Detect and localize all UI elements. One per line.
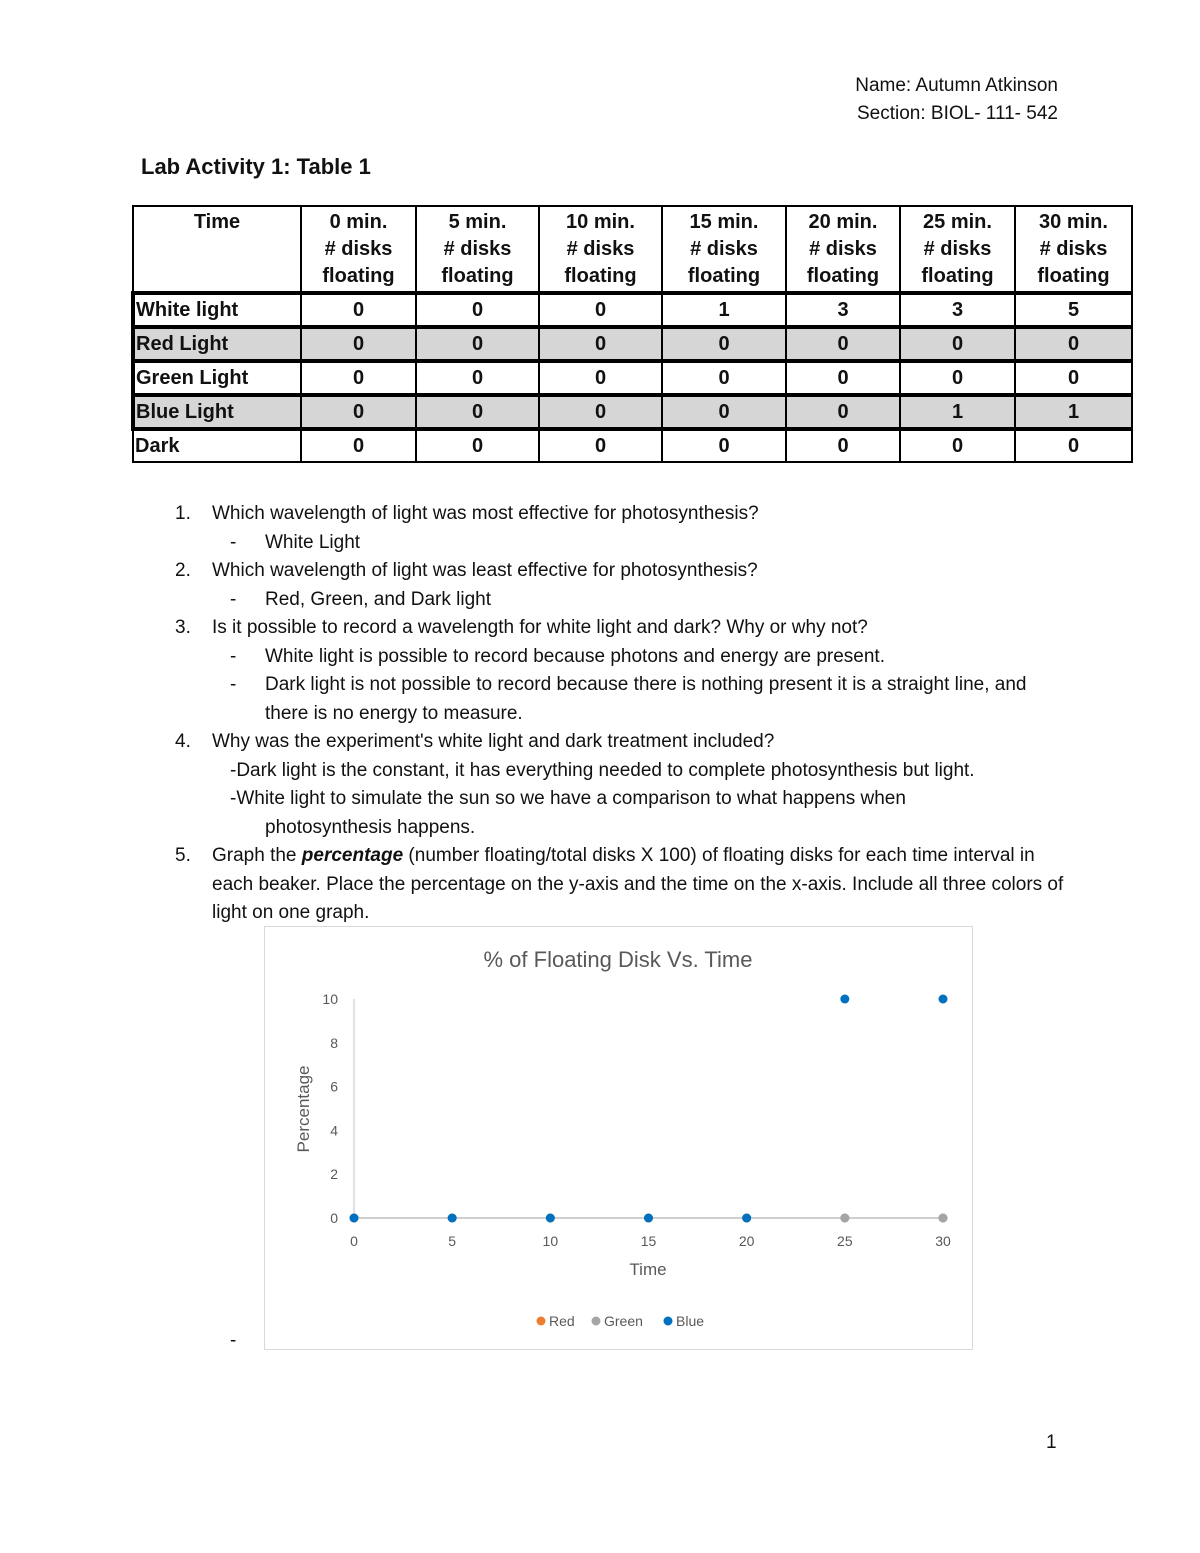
table-cell: 1	[1015, 395, 1132, 429]
legend-label: Green	[604, 1313, 643, 1329]
column-header	[416, 206, 539, 293]
student-info	[855, 72, 1058, 128]
table-cell: 0	[301, 293, 416, 327]
question-emphasis: percentage	[301, 845, 404, 866]
column-header-line: 15 min.	[689, 211, 759, 233]
data-point-blue	[840, 995, 849, 1004]
column-header-line: floating	[806, 265, 880, 287]
table-cell: 0	[416, 361, 539, 395]
table-cell: 0	[786, 395, 900, 429]
data-point-blue	[742, 1214, 751, 1223]
question-list	[170, 500, 1070, 928]
legend-label: Blue	[676, 1313, 705, 1329]
answer-item	[170, 586, 1070, 615]
row-label: White light	[133, 293, 301, 327]
answer-text: Dark light is not possible to record because there is nothing present it is a straight line, and there is no energy to measure.	[265, 674, 1027, 724]
table-title: Lab Activity 1: Table 1	[141, 154, 371, 179]
table-cell: 0	[301, 395, 416, 429]
column-header	[900, 206, 1015, 293]
question-item	[170, 842, 1070, 928]
x-tick-label: 25	[837, 1233, 853, 1249]
answer-text: Red, Green, and Dark light	[265, 588, 492, 610]
answer-text: White Light	[265, 531, 361, 553]
table-cell: 3	[786, 293, 900, 327]
row-label: Green Light	[133, 361, 301, 395]
answer-item	[170, 643, 1070, 672]
y-tick-label: 6	[330, 1078, 338, 1095]
table-cell: 0	[662, 429, 786, 462]
legend-marker-blue	[664, 1317, 673, 1326]
column-header-line: floating	[322, 265, 395, 287]
y-axis-label: Percentage	[294, 1065, 313, 1153]
table-cell: 0	[416, 395, 539, 429]
column-header	[662, 206, 786, 293]
x-tick-label: 10	[542, 1233, 559, 1249]
question-number: 3.	[175, 617, 191, 638]
column-header-line: 20 min.	[808, 211, 878, 233]
column-header	[786, 206, 900, 293]
table-cell: 0	[900, 361, 1015, 395]
student-name: Name: Autumn Atkinson	[855, 75, 1058, 96]
column-header-line: # disks	[1039, 238, 1108, 260]
x-tick-label: 20	[738, 1233, 755, 1249]
question-item	[170, 728, 1070, 757]
table-cell: 0	[416, 429, 539, 462]
table-cell: 0	[662, 361, 786, 395]
data-point-blue	[448, 1214, 457, 1223]
column-header-line: floating	[687, 265, 761, 287]
table-cell: 0	[786, 429, 900, 462]
data-point-green	[840, 1214, 849, 1223]
table-cell: 0	[1015, 429, 1132, 462]
table-row	[133, 429, 1132, 462]
column-header-line: 5 min.	[448, 211, 507, 233]
column-header-line: 30 min.	[1039, 211, 1108, 233]
table-cell: 0	[539, 293, 662, 327]
answer-dash: -	[230, 531, 237, 553]
question-item	[170, 500, 1070, 529]
table-cell: 0	[539, 395, 662, 429]
table-cell: 0	[301, 361, 416, 395]
question-item	[170, 614, 1070, 643]
data-point-blue	[546, 1214, 555, 1223]
legend-label: Red	[549, 1313, 575, 1329]
table-cell: 0	[416, 293, 539, 327]
chart-title: % of Floating Disk Vs. Time	[483, 947, 753, 972]
row-label: Blue Light	[133, 395, 301, 429]
column-header-line: 25 min.	[923, 211, 992, 233]
answer-note-continued: photosynthesis happens.	[265, 816, 476, 838]
question-text: Graph the	[212, 845, 302, 866]
table-cell: 0	[301, 327, 416, 361]
x-tick-label: 15	[640, 1233, 657, 1249]
table-cell: 0	[900, 429, 1015, 462]
column-header-line: # disks	[324, 238, 393, 260]
answer-dash: -	[230, 645, 237, 667]
data-point-blue	[350, 1214, 359, 1223]
question-number: 5.	[175, 845, 191, 866]
question-text: Is it possible to record a wavelength for white light and dark? Why or why not?	[212, 617, 868, 638]
column-header	[539, 206, 662, 293]
table-row	[133, 327, 1132, 361]
table-cell: 3	[900, 293, 1015, 327]
answer-text: White light is possible to record because photons and energy are present.	[265, 645, 885, 667]
column-header	[301, 206, 416, 293]
x-tick-label: 5	[448, 1233, 457, 1249]
scatter-chart	[265, 927, 972, 1349]
answer-note: -Dark light is the constant, it has everything needed to complete photosynthesis but light.	[230, 759, 975, 781]
column-header-line: Time	[193, 211, 241, 233]
question-number: 4.	[175, 731, 191, 752]
answer-dash: -	[230, 674, 237, 695]
results-table	[131, 205, 1133, 463]
column-header-line: # disks	[690, 238, 758, 260]
y-tick-label: 8	[330, 1034, 338, 1051]
y-tick-label: 2	[330, 1166, 338, 1183]
column-header-line: # disks	[566, 238, 635, 260]
table-row	[133, 361, 1132, 395]
answer-item	[170, 671, 1070, 728]
table-row	[133, 293, 1132, 327]
y-tick-label: 10	[322, 991, 338, 1007]
table-cell: 0	[662, 327, 786, 361]
question-text: Why was the experiment's white light and dark treatment included?	[212, 731, 775, 752]
question-number: 2.	[175, 560, 191, 581]
column-header-line: floating	[1037, 265, 1110, 287]
table-cell: 0	[416, 327, 539, 361]
question-item	[170, 557, 1070, 586]
table-row	[133, 395, 1132, 429]
answer-note: -White light to simulate the sun so we have a comparison to what happens when	[230, 788, 906, 809]
table-cell: 0	[1015, 327, 1132, 361]
legend-marker-red	[537, 1317, 546, 1326]
column-header-line: 10 min.	[566, 211, 635, 233]
table-cell: 0	[539, 327, 662, 361]
data-point-blue	[939, 995, 948, 1004]
chart-container	[264, 926, 973, 1350]
x-tick-label: 30	[935, 1233, 951, 1249]
column-header-line: floating	[441, 265, 514, 287]
column-header-line: # disks	[923, 238, 992, 260]
table-cell: 5	[1015, 293, 1132, 327]
column-header-line: floating	[564, 265, 637, 287]
student-section: Section: BIOL- 111- 542	[856, 103, 1058, 124]
table-cell: 0	[786, 327, 900, 361]
data-point-blue	[644, 1214, 653, 1223]
answer-item	[170, 529, 1070, 558]
x-axis-label: Time	[629, 1260, 667, 1279]
row-label: Red Light	[133, 327, 301, 361]
answer-dash: -	[230, 588, 237, 610]
page-number: 1	[1046, 1432, 1057, 1453]
column-header-line: 0 min.	[329, 211, 388, 233]
question-text: Which wavelength of light was least effective for photosynthesis?	[212, 560, 758, 581]
column-header-line: # disks	[443, 238, 512, 260]
x-tick-label: 0	[350, 1233, 358, 1249]
question-text: Which wavelength of light was most effective for photosynthesis?	[212, 503, 759, 524]
table-cell: 0	[539, 429, 662, 462]
table-cell: 0	[786, 361, 900, 395]
y-tick-label: 4	[330, 1122, 338, 1139]
table-cell: 0	[662, 395, 786, 429]
column-header	[1015, 206, 1132, 293]
table-cell: 0	[1015, 361, 1132, 395]
column-header	[133, 206, 301, 293]
trailing-dash: -	[230, 1330, 237, 1351]
column-header-line: # disks	[809, 238, 877, 260]
row-label: Dark	[133, 429, 301, 462]
data-point-green	[939, 1214, 948, 1223]
table-cell: 1	[900, 395, 1015, 429]
y-tick-label: 0	[330, 1210, 338, 1226]
column-header-line: floating	[921, 265, 994, 287]
table-cell: 1	[662, 293, 786, 327]
table-cell: 0	[539, 361, 662, 395]
table-cell: 0	[900, 327, 1015, 361]
legend-marker-green	[592, 1317, 601, 1326]
question-number: 1.	[175, 503, 191, 524]
table-cell: 0	[301, 429, 416, 462]
question-text: (number floating/total disks X 100) of floating disks for each time interval in each beaker. Place the percentage on the y-axis and the time on the x-axis. Include all three colors of light on one graph.	[212, 845, 1064, 923]
